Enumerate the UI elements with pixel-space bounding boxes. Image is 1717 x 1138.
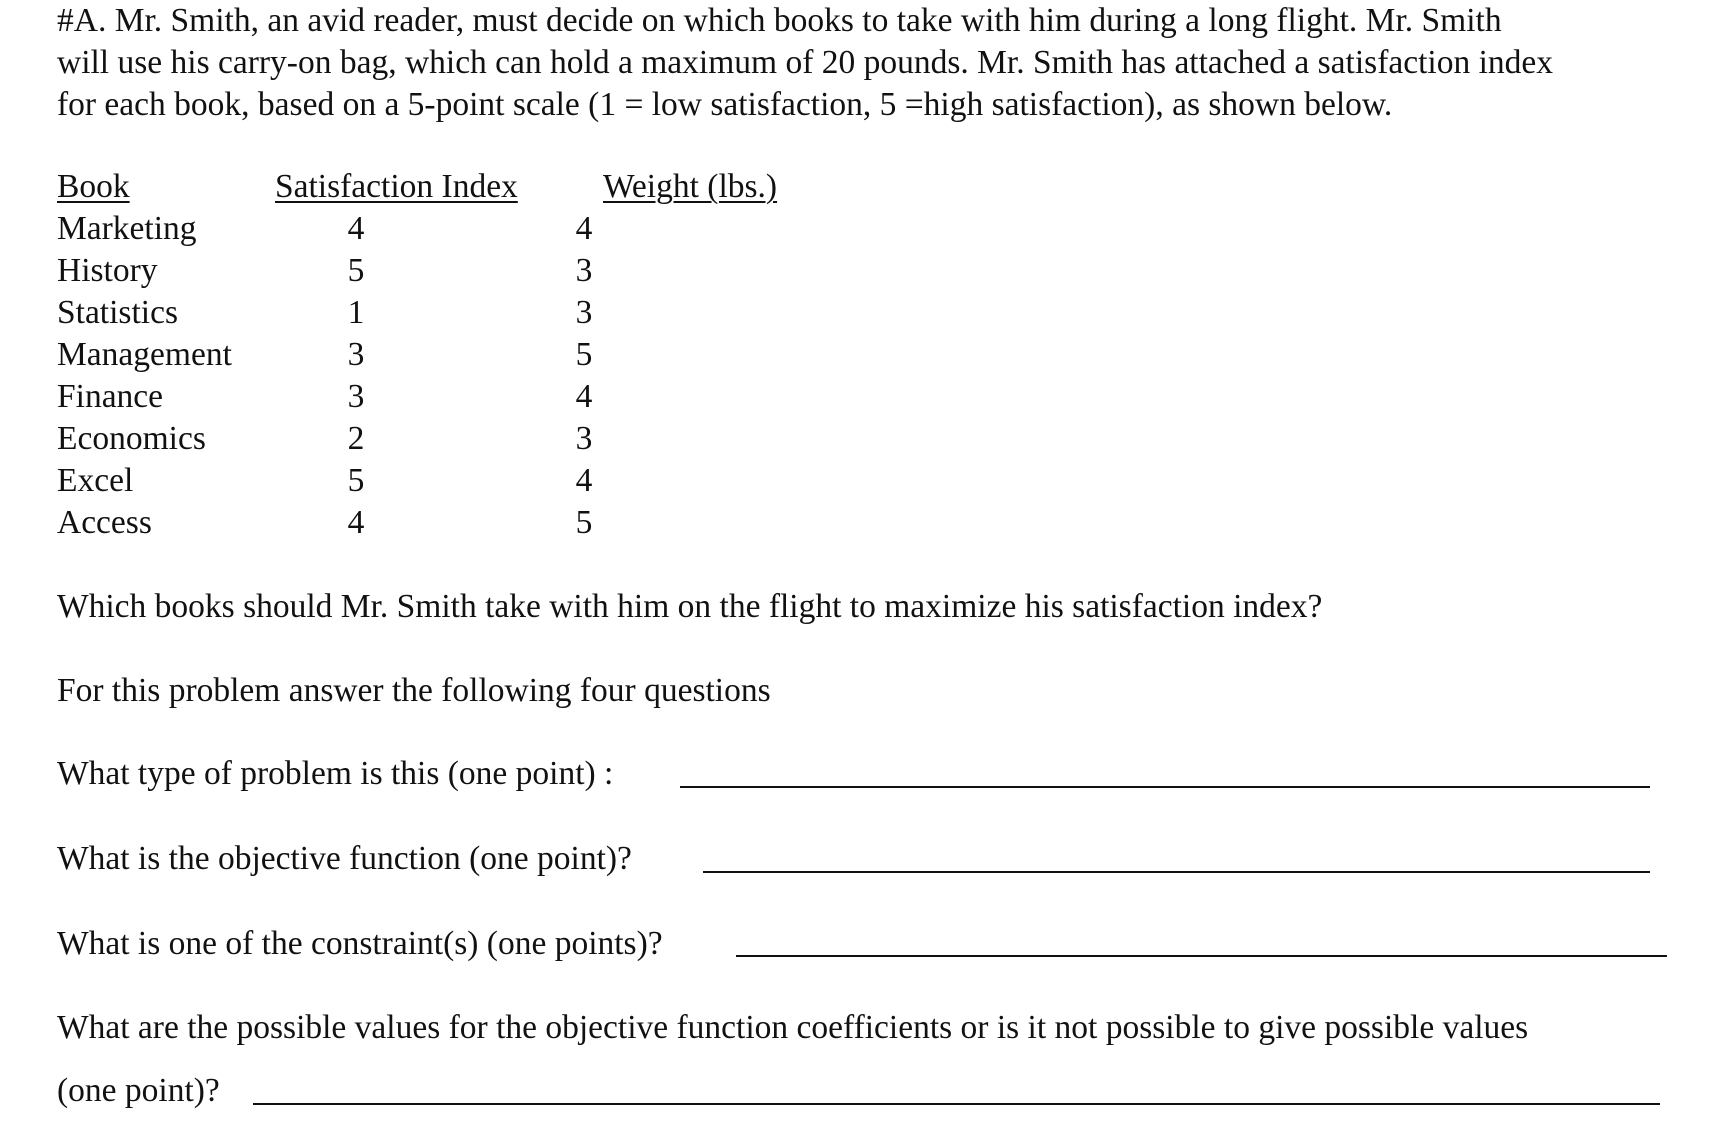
- book-name: Statistics: [57, 294, 178, 331]
- table-row: [57, 418, 817, 460]
- book-name: History: [57, 252, 158, 289]
- book-column-header: Book: [57, 168, 130, 205]
- question-problem-type: What type of problem is this (one point) :: [57, 755, 614, 792]
- book-name: Finance: [57, 378, 164, 415]
- table-row: [57, 376, 817, 418]
- book-name: Management: [57, 336, 232, 373]
- weight-value: 5: [575, 504, 593, 541]
- satisfaction-value: 4: [347, 504, 365, 541]
- satisfaction-value: 5: [347, 462, 365, 499]
- question-coefficients-line-2: (one point)?: [57, 1072, 220, 1109]
- table-header-row: [57, 166, 817, 208]
- weight-value: 3: [575, 420, 593, 457]
- table-row: [57, 208, 817, 250]
- problem-statement-line-2: will use his carry-on bag, which can hold a maximum of 20 pounds. Mr. Smith has attached a satisfaction index: [57, 44, 1554, 81]
- books-table: [57, 166, 817, 544]
- satisfaction-column-header: Satisfaction Index: [275, 168, 518, 205]
- answer-line-coefficients[interactable]: [253, 1103, 1660, 1105]
- question-objective-function: What is the objective function (one point)?: [57, 840, 632, 877]
- satisfaction-value: 5: [347, 252, 365, 289]
- question-coefficients-line-1: What are the possible values for the objective function coefficients or is it not possible to give possible values: [57, 1009, 1529, 1046]
- satisfaction-value: 2: [347, 420, 365, 457]
- satisfaction-value: 3: [347, 378, 365, 415]
- table-row: [57, 502, 817, 544]
- answer-line-constraint[interactable]: [736, 955, 1667, 957]
- table-row: [57, 250, 817, 292]
- weight-value: 4: [575, 378, 593, 415]
- weight-column-header: Weight (lbs.): [603, 168, 778, 205]
- instruction-text: For this problem answer the following four questions: [57, 672, 771, 709]
- weight-value: 4: [575, 462, 593, 499]
- answer-line-problem-type[interactable]: [680, 786, 1650, 788]
- table-row: [57, 334, 817, 376]
- table-row: [57, 460, 817, 502]
- problem-statement-line-3: for each book, based on a 5-point scale (1 = low satisfaction, 5 =high satisfaction), as shown below.: [57, 86, 1393, 123]
- book-name: Marketing: [57, 210, 197, 247]
- main-question: Which books should Mr. Smith take with him on the flight to maximize his satisfaction index?: [57, 588, 1323, 625]
- table-row: [57, 292, 817, 334]
- satisfaction-value: 1: [347, 294, 365, 331]
- book-name: Excel: [57, 462, 134, 499]
- book-name: Economics: [57, 420, 206, 457]
- answer-line-objective-function[interactable]: [703, 871, 1650, 873]
- satisfaction-value: 3: [347, 336, 365, 373]
- satisfaction-value: 4: [347, 210, 365, 247]
- question-constraint: What is one of the constraint(s) (one points)?: [57, 925, 663, 962]
- weight-value: 3: [575, 252, 593, 289]
- weight-value: 4: [575, 210, 593, 247]
- problem-statement: [57, 0, 1697, 126]
- book-name: Access: [57, 504, 152, 541]
- weight-value: 5: [575, 336, 593, 373]
- weight-value: 3: [575, 294, 593, 331]
- problem-statement-line-1: #A. Mr. Smith, an avid reader, must decide on which books to take with him during a long flight. Mr. Smith: [57, 2, 1502, 39]
